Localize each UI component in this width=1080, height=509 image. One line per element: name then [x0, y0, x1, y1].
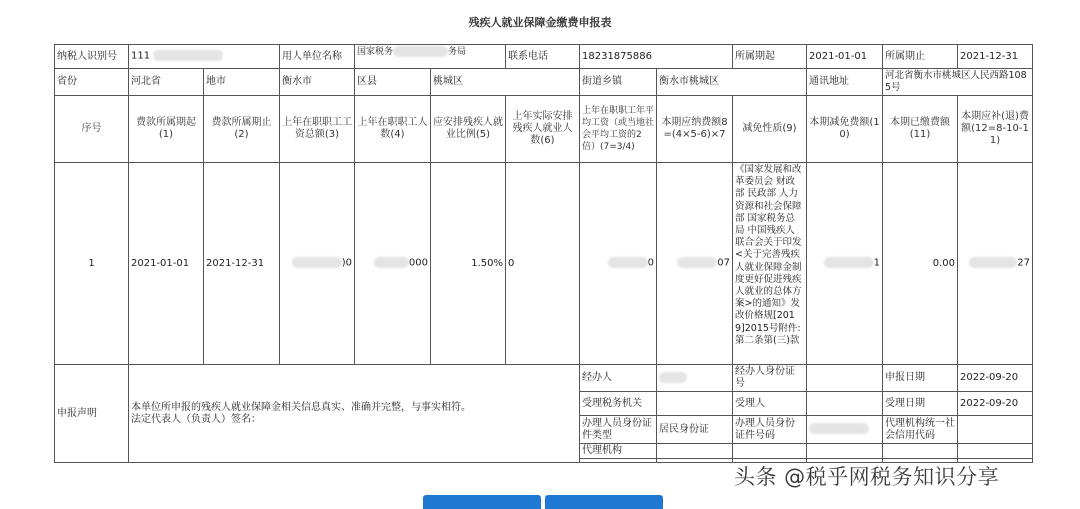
taxpayer-id-value: 111: [129, 45, 280, 69]
agent-id-value: [807, 365, 883, 392]
primary-button-left[interactable]: [423, 495, 541, 509]
receive-date-label: 受理日期: [883, 392, 958, 416]
agency-extra-4: [958, 444, 1033, 459]
province-value: 河北省: [129, 69, 204, 96]
report-date-label: 申报日期: [883, 365, 958, 392]
phone-value: 18231875886: [580, 45, 733, 69]
taxpayer-id-label: 纳税人识别号: [55, 45, 129, 69]
county-value: 桃城区: [431, 69, 580, 96]
declaration-signature-label: 法定代表人（负责人）签名：: [131, 413, 261, 425]
report-date-value: 2022-09-20: [958, 365, 1033, 392]
agency-extra-1: [733, 444, 807, 459]
phone-label: 联系电话: [506, 45, 580, 69]
row-actual: 0: [506, 163, 580, 365]
col-header-avg-wage: 上年在职职工年平均工资（或当地社会平均工资的2倍）(7=3/4): [580, 96, 657, 163]
employer-label: 用人单位名称: [280, 45, 355, 69]
column-header-row: [55, 96, 1033, 163]
tax-office-label: 受理税务机关: [580, 392, 657, 416]
agency-code-value: [958, 416, 1033, 444]
row-end: 2021-12-31: [204, 163, 280, 365]
receiver-value: [807, 392, 883, 416]
period-start-label: 所属期起: [733, 45, 807, 69]
col-header-ratio: 应安排残疾人就业比例(5): [431, 96, 506, 163]
declaration-statement: 本单位所申报的残疾人就业保障金相关信息真实、准确并完整，与事实相符。: [131, 401, 471, 413]
bottom-spacer-2: [657, 459, 733, 463]
city-value: 衡水市: [280, 69, 355, 96]
agency-value: [657, 444, 733, 459]
col-header-staff-count: 上年在职职工人数(4): [355, 96, 431, 163]
address-value: 河北省衡水市桃城区人民西路1085号: [883, 69, 1033, 96]
primary-button-right[interactable]: [545, 495, 663, 509]
row-start: 2021-01-01: [129, 163, 204, 365]
row-wage-total: )0: [280, 163, 355, 365]
col-header-seq: 序号: [55, 96, 129, 163]
declaration-row-1: [55, 365, 1033, 392]
row-due: 07: [657, 163, 733, 365]
period-end-label: 所属期止: [883, 45, 958, 69]
tax-office-value: [657, 392, 733, 416]
county-label: 区县: [355, 69, 431, 96]
city-label: 地市: [204, 69, 280, 96]
town-label: 街道乡镇: [580, 69, 657, 96]
row-relief-amount: 1: [807, 163, 883, 365]
row-staff-count: 000: [355, 163, 431, 365]
row-payable: 27: [958, 163, 1033, 365]
col-header-due: 本期应纳费额8=(4×5-6)×7: [657, 96, 733, 163]
province-label: 省份: [55, 69, 129, 96]
col-header-payable: 本期应补(退)费额(12=8-10-11): [958, 96, 1033, 163]
col-header-start: 费款所属期起(1): [129, 96, 204, 163]
row-ratio: 1.50%: [431, 163, 506, 365]
agency-extra-2: [807, 444, 883, 459]
employer-value: 国家税务 务局: [355, 45, 506, 69]
form-title: 残疾人就业保障金缴费申报表: [468, 16, 612, 29]
agent-value: [657, 365, 733, 392]
col-header-relief-amount: 本期减免费额(10): [807, 96, 883, 163]
col-header-paid: 本期已缴费额(11): [883, 96, 958, 163]
row-avg-wage: 0: [580, 163, 657, 365]
row-paid: 0.00: [883, 163, 958, 365]
address-label: 通讯地址: [807, 69, 883, 96]
handler-id-no-value: [807, 416, 883, 444]
col-header-actual: 上年实际安排残疾人就业人数(6): [506, 96, 580, 163]
agency-label: 代理机构: [580, 444, 657, 459]
declaration-form-table: [54, 44, 1033, 463]
agency-code-label: 代理机构统一社会信用代码: [883, 416, 958, 444]
declaration-text: [129, 365, 580, 463]
row-relief-nature: 《国家发展和改革委员会 财政部 民政部 人力资源和社会保障部 国家税务总局 中国残疾人联合会关于印发<关于完善残疾人就业保障金制度更好促进残疾人就业的总体方案>的通知》发改价格规[2019]2015号附件:第二条第(三)款: [733, 163, 807, 365]
watermark-text: 头条 @税乎网税务知识分享: [734, 465, 1000, 489]
declaration-label: 申报声明: [55, 365, 129, 463]
taxpayer-info-row: [55, 45, 1033, 69]
receive-date-value: 2022-09-20: [958, 392, 1033, 416]
table-row: [55, 163, 1033, 365]
receiver-label: 受理人: [733, 392, 807, 416]
row-seq: 1: [55, 163, 129, 365]
address-row: [55, 69, 1033, 96]
period-end-value: 2021-12-31: [958, 45, 1033, 69]
agent-id-label: 经办人身份证号: [733, 365, 807, 392]
col-header-relief-nature: 减免性质(9): [733, 96, 807, 163]
bottom-spacer-1: [580, 459, 657, 463]
agency-extra-3: [883, 444, 958, 459]
period-start-value: 2021-01-01: [807, 45, 883, 69]
handler-id-type-label: 办理人员身份证件类型: [580, 416, 657, 444]
col-header-end: 费款所属期止(2): [204, 96, 280, 163]
col-header-wage-total: 上年在职职工工资总额(3): [280, 96, 355, 163]
town-value: 衡水市桃城区: [657, 69, 807, 96]
agent-label: 经办人: [580, 365, 657, 392]
handler-id-no-label: 办理人员身份证件号码: [733, 416, 807, 444]
handler-id-type-value: 居民身份证: [657, 416, 733, 444]
